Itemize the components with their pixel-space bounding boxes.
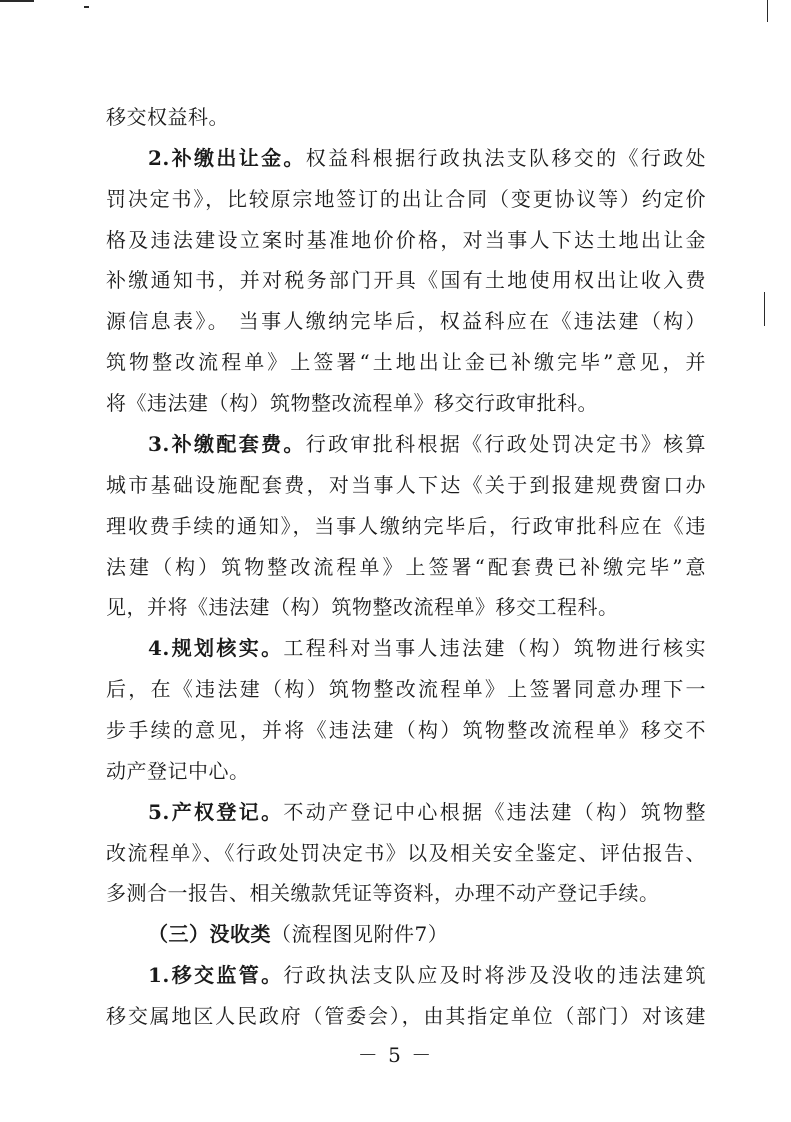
line-text: 补缴通知书，并对税务部门开具《国有土地使用权出让收入费 bbox=[106, 268, 706, 292]
text-line-23 bbox=[106, 1004, 706, 1028]
item-2-heading-line bbox=[148, 146, 706, 170]
line-text: 城市基础设施配套费，对当事人下达《关于到报建规费窗口办 bbox=[106, 473, 706, 497]
text-line-10 bbox=[106, 473, 706, 497]
line-text: 动产登记中心。 bbox=[106, 759, 250, 783]
line-text: 筑物整改流程单》上签署“土地出让金已补缴完毕”意见，并 bbox=[106, 350, 706, 374]
section-3-item-1-heading-line bbox=[148, 963, 706, 987]
item-5-heading-line bbox=[148, 800, 706, 824]
text-line-19 bbox=[106, 841, 706, 865]
line-text: 多测合一报告、相关缴款凭证等资料，办理不动产登记手续。 bbox=[106, 881, 660, 905]
scan-mark-top-left bbox=[0, 0, 34, 2]
page-number: － 5 － bbox=[357, 1043, 434, 1067]
section-3-item-1-title: 1.移交监管。 bbox=[148, 963, 284, 987]
line-text: 罚决定书》，比较原宗地签订的出让合同（变更协议等）约定价 bbox=[106, 187, 706, 211]
item-5-title: 5.产权登记。 bbox=[148, 800, 284, 824]
section-3-heading-line bbox=[148, 922, 706, 946]
text-line-12 bbox=[106, 555, 706, 579]
line-text: 见，并将《违法建（构）筑物整改流程单》移交工程科。 bbox=[106, 595, 619, 619]
line-text: 权益科根据行政执法支队移交的《行政处 bbox=[305, 146, 706, 170]
line-text: 不动产登记中心根据《违法建（构）筑物整 bbox=[283, 800, 706, 824]
item-4-title: 4.规划核实。 bbox=[148, 636, 284, 660]
item-4-heading-line bbox=[148, 636, 706, 660]
line-text: 后，在《违法建（构）筑物整改流程单》上签署同意办理下一 bbox=[106, 677, 706, 701]
text-line-7 bbox=[106, 350, 706, 374]
text-line-1 bbox=[106, 105, 706, 129]
text-line-3 bbox=[106, 187, 706, 211]
text-line-5 bbox=[106, 268, 706, 292]
line-text: 移交权益科。 bbox=[106, 105, 229, 129]
section-3-title: （三）没收类 bbox=[148, 922, 271, 946]
text-line-11 bbox=[106, 514, 706, 538]
line-text: 移交属地区人民政府（管委会），由其指定单位（部门）对该建 bbox=[106, 1004, 706, 1028]
scan-mark-top bbox=[84, 6, 89, 8]
scan-mark-right-mid bbox=[764, 292, 765, 326]
text-line-20 bbox=[106, 881, 706, 905]
line-text: 将《违法建（构）筑物整改流程单》移交行政审批科。 bbox=[106, 391, 598, 415]
line-text: 行政审批科根据《行政处罚决定书》核算 bbox=[305, 432, 706, 456]
line-text: 行政执法支队应及时将涉及没收的违法建筑 bbox=[283, 963, 706, 987]
line-text: 工程科对当事人违法建（构）筑物进行核实 bbox=[283, 636, 706, 660]
line-text: 法建（构）筑物整改流程单》上签署“配套费已补缴完毕”意 bbox=[106, 555, 706, 579]
text-line-16 bbox=[106, 718, 706, 742]
line-text: 源信息表》。 当事人缴纳完毕后，权益科应在《违法建（构） bbox=[106, 309, 706, 333]
item-3-title: 3.补缴配套费。 bbox=[148, 432, 306, 456]
text-line-6 bbox=[106, 309, 706, 333]
line-text: 格及违法建设立案时基准地价价格，对当事人下达土地出让金 bbox=[106, 228, 706, 252]
text-line-15 bbox=[106, 677, 706, 701]
item-3-heading-line bbox=[148, 432, 706, 456]
text-line-8 bbox=[106, 391, 706, 415]
item-2-title: 2.补缴出让金。 bbox=[148, 146, 306, 170]
text-line-17 bbox=[106, 759, 706, 783]
line-text: 步手续的意见，并将《违法建（构）筑物整改流程单》移交不 bbox=[106, 718, 706, 742]
line-text: 改流程单》、《行政处罚决定书》以及相关安全鉴定、评估报告、 bbox=[106, 841, 706, 865]
line-text: （流程图见附件7） bbox=[271, 922, 449, 946]
line-text: 理收费手续的通知》，当事人缴纳完毕后，行政审批科应在《违 bbox=[106, 514, 706, 538]
scan-mark-right-top bbox=[767, 0, 768, 22]
text-line-4 bbox=[106, 228, 706, 252]
text-line-13 bbox=[106, 595, 706, 619]
